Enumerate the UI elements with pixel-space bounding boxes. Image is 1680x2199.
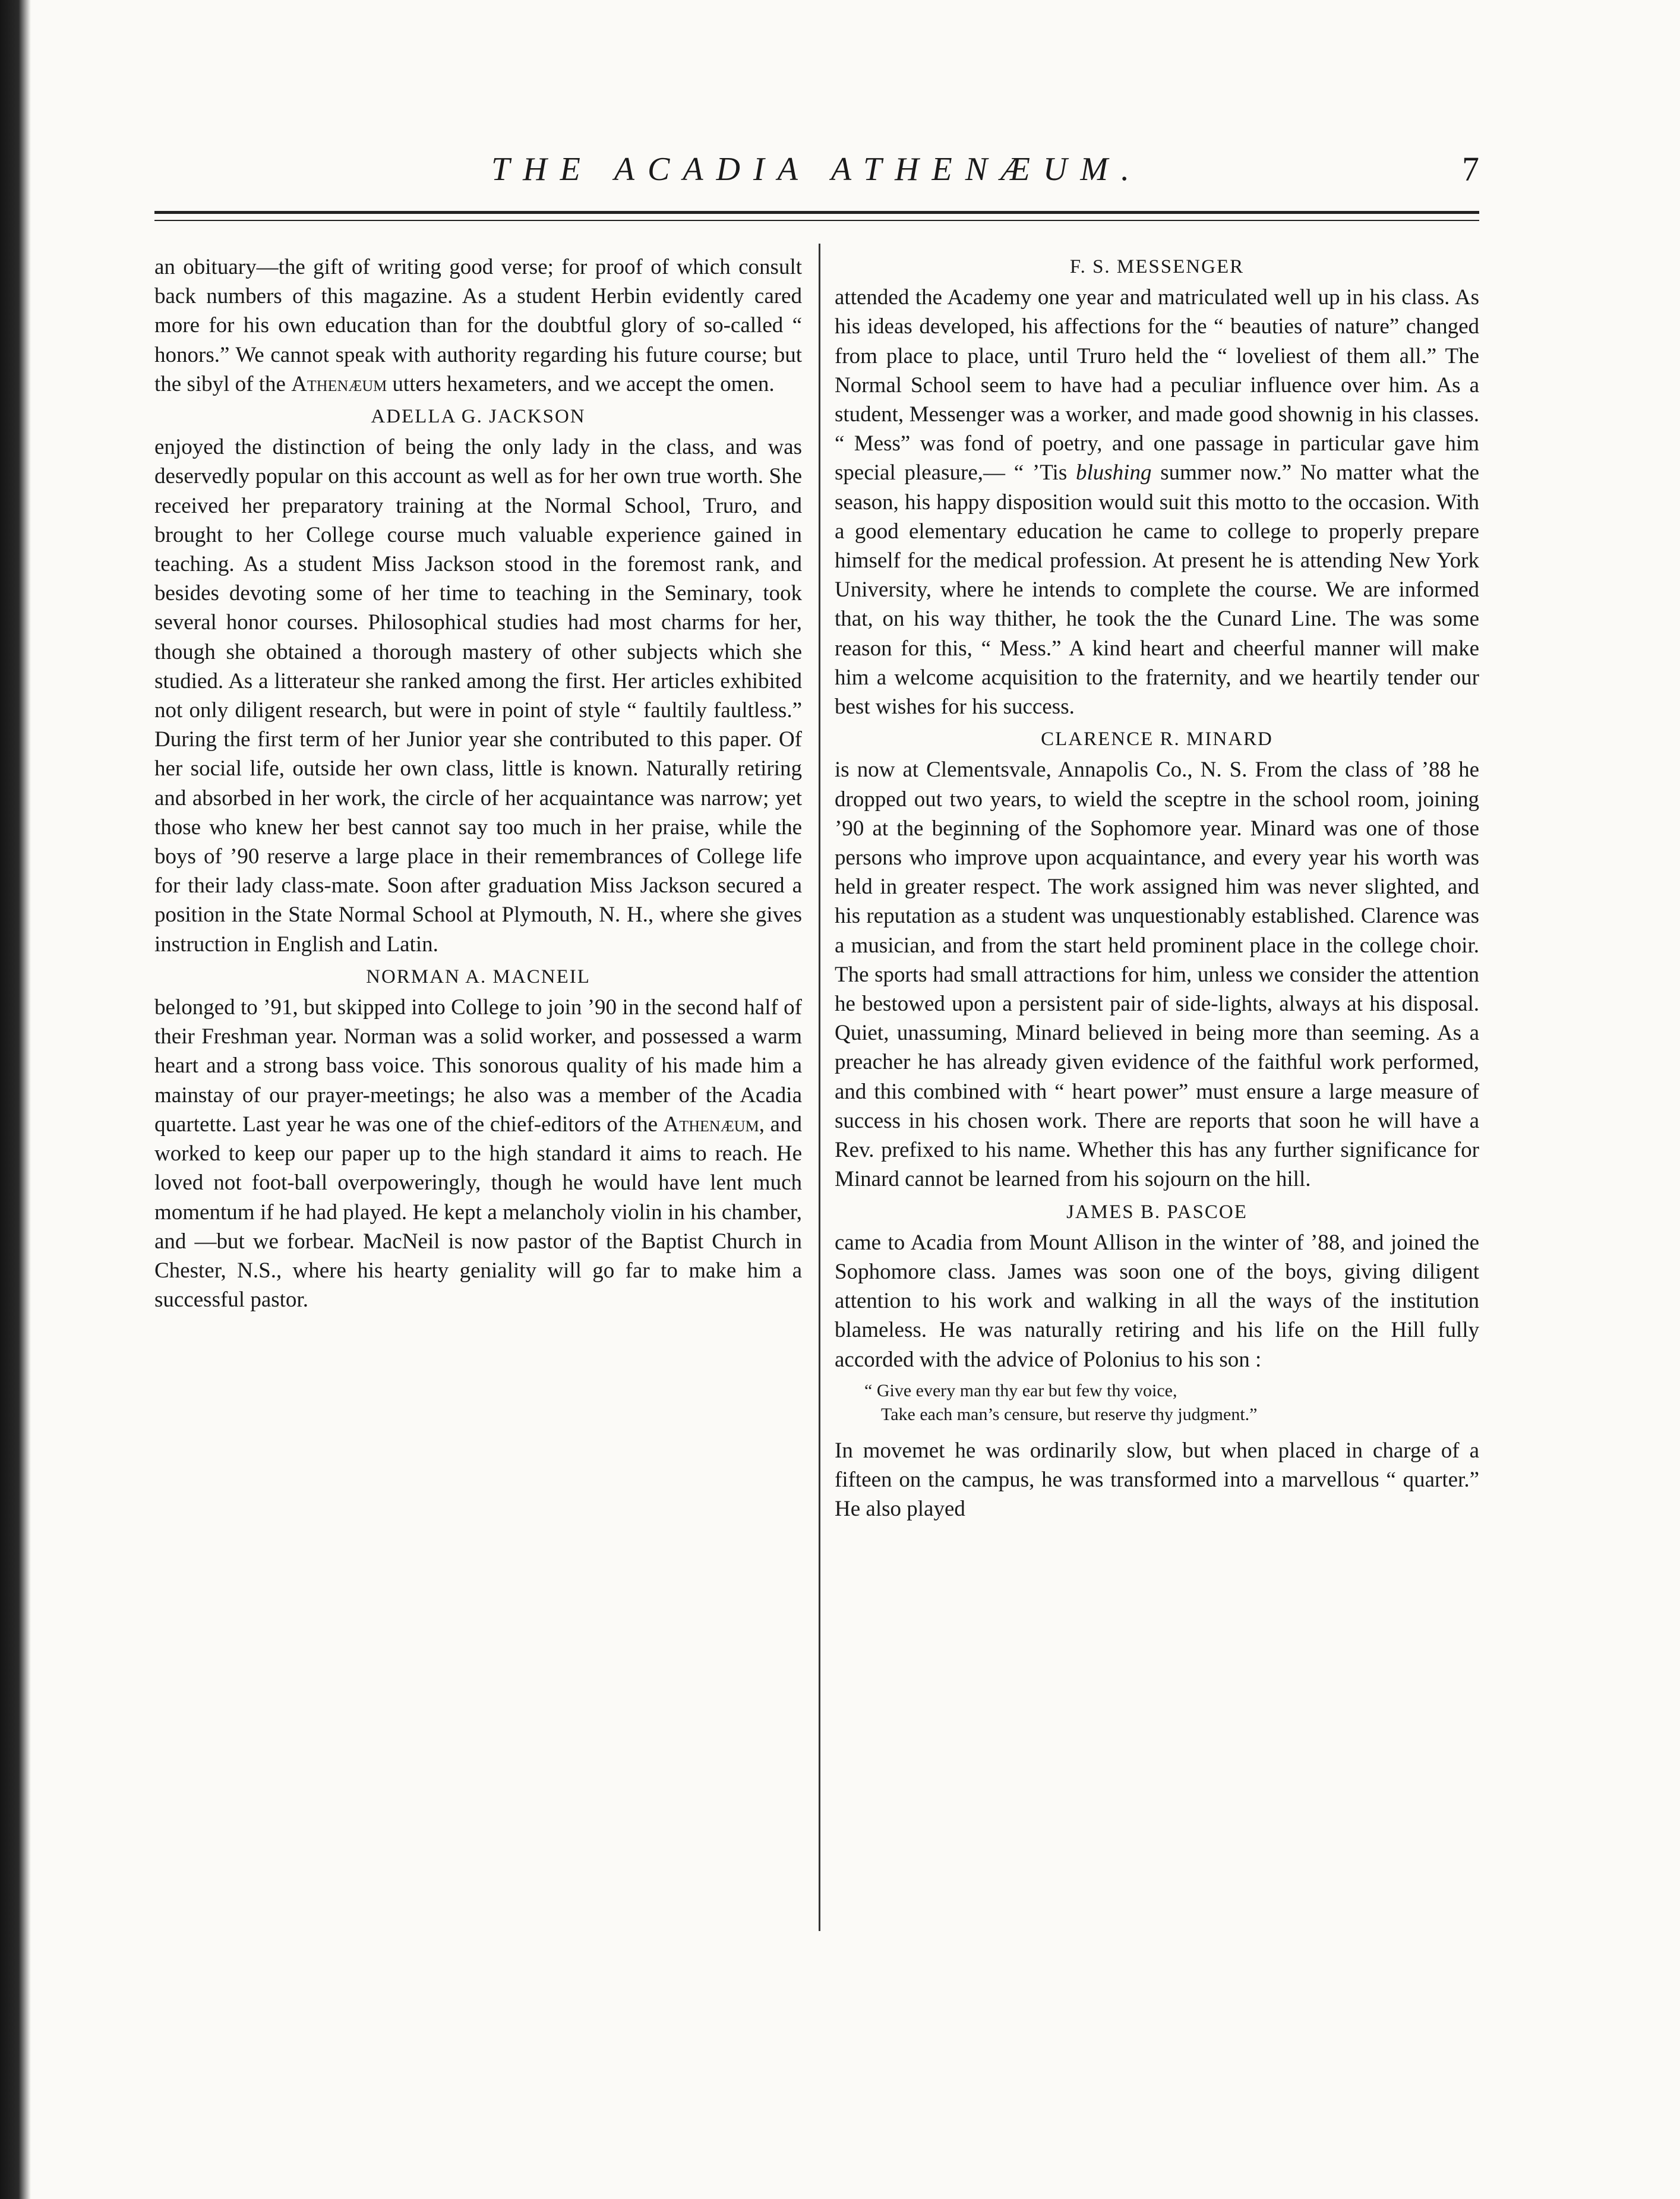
quote-line: “ Give every man thy ear but few thy voice, <box>864 1380 1177 1400</box>
section-heading-jackson: ADELLA G. JACKSON <box>371 406 586 428</box>
section-heading-minard: CLARENCE R. MINARD <box>1041 728 1273 750</box>
text-run: summer now.” No matter what the season, his happy disposition would suit this motto to the occasion. With a good elementary education he came to college to properly prepare himself for the medical profession. At present he is attending New York University, where he intends to complete the course. We are informed that, on his way thither, he took the the Cunard Line. The was some reason for this, “ Mess.” A kind heart and cheerful manner will make him a welcome acquisition to the fraternity, and we heartily tender our best wishes for his success. <box>835 460 1480 720</box>
paragraph-messenger <box>835 283 1479 721</box>
section-heading-macneil: NORMAN A. MACNEIL <box>366 966 590 988</box>
athenaeum-smallcaps: Athenæum <box>663 1112 759 1137</box>
italic-word: blushing <box>1076 460 1152 485</box>
text-run: , and worked to keep our paper up to the high standard it aims to reach. He loved not foot-ball overpoweringly, though he would have lent much momentum if he had played. He kept a melancholy violin in his chamber, and —but we forbear. MacNeil is now pastor of the Baptist Church in Chester, N.S., where his hearty geniality will go far to make him a successful pastor. <box>154 1112 802 1313</box>
paragraph-pascoe-continued: In movemet he was ordinarily slow, but when placed in charge of a fifteen on the campus, he was transformed into a marvellous “ quarter.” He also played <box>835 1438 1479 1522</box>
text-run: belonged to ’91, but skipped into College to join ’90 in the second half of their Freshman year. Norman was a solid worker, and possessed a warm heart and a strong bass voice. This sonorous quality of his made him a mainstay of our prayer-meetings; he also was a member of the Acadia quartette. Last year he was one of the chief-editors of the <box>154 995 802 1137</box>
right-column <box>835 253 1479 1523</box>
text-run: an obituary—the gift of writing good verse; for proof of which consult back numbers of this magazine. As a student Herbin evidently cared more for his own education than for the doubtful glory of so-called “ honors.” We cannot speak with authority regarding his future course; but the sibyl of the <box>154 255 802 396</box>
section-heading-pascoe: JAMES B. PASCOE <box>1066 1201 1248 1223</box>
paragraph-minard: is now at Clementsvale, Annapolis Co., N. S. From the class of ’88 he dropped out two years, to wield the sceptre in the school room, joining ’90 at the beginning of the Sophomore year. Minard was one of those persons who improve upon acquaintance, and every year his worth was held in greater respect. The work assigned him was never slighted, and his reputation as a student was unquestionably established. Clarence was a musician, and from the start held prominent place in the college choir. The sports had small attractions for him, unless we consider the attention he bestowed upon a persistent pair of side-lights, always at his disposal. Quiet, unassuming, Minard believed in being more than seeming. As a preacher he has already given evidence of the faithful work performed, and this combined with “ heart power” must ensure a large measure of success in his chosen work. There are reports that soon he will have a Rev. prefixed to his name. Whether this has any further significance for Minard cannot be learned from his sojourn on the hill. <box>835 758 1479 1192</box>
paragraph-herbin-ending <box>154 253 802 399</box>
page-number: 7 <box>1462 150 1479 188</box>
paragraph-pascoe: came to Acadia from Mount Allison in the winter of ’88, and joined the Sophomore class. James was soon one of the boys, giving diligent attention to his work and walking in all the ways of the institution blameless. He was naturally retiring and his life on the Hill fully accorded with the advice of Polonius to his son : <box>835 1230 1479 1372</box>
header-rule-thin <box>154 220 1479 221</box>
paragraph-macneil <box>154 993 802 1314</box>
column-divider <box>819 244 820 1931</box>
text-run: attended the Academy one year and matriculated well up in his class. As his ideas developed, his affections for the “ beauties of nature” changed from place to place, until Truro held the “ loveliest of them all.” The Normal School seem to have had a peculiar influence over him. As a student, Messenger was a worker, and made good shownig in his classes. “ Mess” was fond of poetry, and one passage in particular gave him special pleasure,— “ ’Tis <box>835 285 1479 485</box>
header-rule-thick <box>154 211 1479 214</box>
polonius-quote <box>864 1379 1479 1427</box>
paragraph-jackson: enjoyed the distinction of being the only lady in the class, and was deservedly popular on this account as well as for her own true worth. She received her preparatory training at the Normal School, Truro, and brought to her College course much valuable experience gained in teaching. As a student Miss Jackson stood in the foremost rank, and besides devoting some of her time to teaching in the Seminary, took several honor courses. Philosophical studies had most charms for her, though she obtained a thorough mastery of other subjects which she studied. As a litterateur she ranked among the first. Her articles exhibited not only diligent research, but were in point of style “ faultily faultless.” During the first term of her Junior year she contributed to this paper. Of her social life, outside her own class, little is known. Naturally retiring and absorbed in her work, the circle of her acquaintance was narrow; yet those who knew her best cannot say too much in her praise, while the boys of ’90 reserve a large place in their remembrances of College life for their lady class-mate. Soon after graduation Miss Jackson secured a position in the State Normal School at Plymouth, N. H., where she gives instruction in English and Latin. <box>154 435 802 957</box>
quote-line: Take each man’s censure, but reserve thy judgment.” <box>881 1404 1258 1424</box>
running-header <box>154 146 1479 193</box>
athenaeum-smallcaps: Athenæum <box>291 371 387 396</box>
journal-title: THE ACADIA ATHENÆUM. <box>491 151 1142 188</box>
page-spine-edge <box>0 0 31 2199</box>
section-heading-messenger: F. S. MESSENGER <box>1069 256 1245 277</box>
left-column <box>154 253 802 1314</box>
text-run: utters hexameters, and we accept the omen. <box>392 371 775 396</box>
